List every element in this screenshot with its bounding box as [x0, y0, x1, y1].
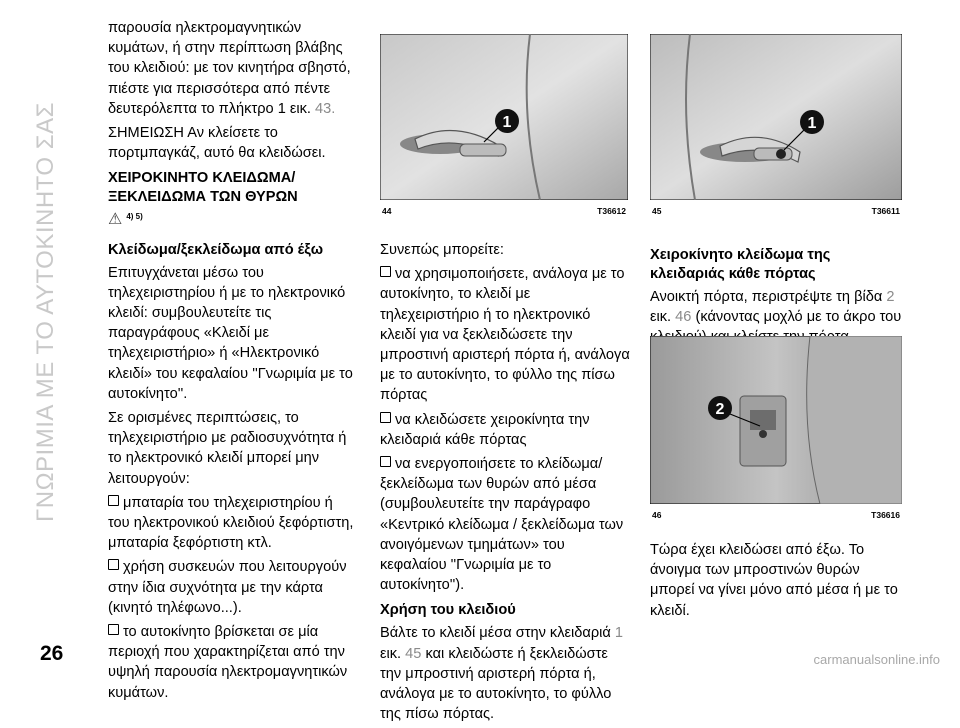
figure-number: 44 — [382, 206, 392, 216]
subsection-heading: Χρήση του κλειδιού — [380, 602, 516, 619]
callout-ref: 1 — [614, 625, 624, 642]
callout-number: 1 — [502, 114, 512, 131]
column-3-bottom — [650, 540, 902, 625]
callout-ref: 2 — [886, 289, 895, 305]
bullet-item: μπαταρία του τηλεχειριστηρίου ή του ηλεκτρονικού κλειδιού ξεφόρτιστη, μπαταρία ξεφόρτιστη κτλ. — [108, 494, 354, 552]
paragraph: Ανοικτή πόρτα, περιστρέψτε τη βίδα 2 εικ. 46 (κάνοντας μοχλό με το άκρο του — [650, 289, 902, 326]
footer-watermark: carmanualsonline.info — [813, 652, 940, 667]
callout-number: 1 — [807, 115, 817, 132]
paragraph: Βάλτε το κλειδί μέσα στην κλειδαριά 1 εικ. 45 και κλειδώστε ή ξεκλειδώστε την μπροστινή αριστερή πόρτα ή, ανάλογα με το αυτοκίνητο, το φύλλο της πίσω πόρτας. — [380, 625, 624, 723]
column-2 — [380, 240, 630, 728]
subsection-heading: Κλείδωμα/ξεκλείδωμα από έξω — [108, 241, 324, 258]
note-paragraph: ΣΗΜΕΙΩΣΗ Αν κλείσετε το πορτμπαγκάζ, αυτό θα κλειδώσει. — [108, 125, 326, 162]
checkbox-bullet-icon — [108, 624, 119, 635]
intro-paragraph: παρουσία ηλεκτρομαγνητικών κυμάτων, ή στην περίπτωση βλάβης του κλειδιού: με τον κινητήρα σβηστό, πιέστε για περισσότερα από πέντε δευτερόλεπτα το πλήκτρο 1 εικ. 43. — [108, 20, 351, 117]
chapter-side-title — [22, 12, 70, 612]
figure-code: T36611 — [871, 206, 900, 216]
figure-caption — [650, 510, 902, 520]
figure-46 — [650, 336, 902, 520]
paragraph: Σε ορισμένες περιπτώσεις, το τηλεχειριστήριο με ραδιοσυχνότητα ή το ηλεκτρονικό κλειδί μπορεί μην λειτουργούν: — [108, 410, 347, 487]
paragraph: Τώρα έχει κλειδώσει από έξω. Το άνοιγμα των μπροστινών θυρών μπορεί να γίνει μόνο από μέσα ή με το κλειδί. — [650, 542, 898, 619]
checkbox-bullet-icon — [380, 412, 391, 423]
figure-ref: 45 — [405, 645, 422, 662]
bullet-item: να ενεργοποιήσετε το κλείδωμα/ξεκλείδωμα των θυρών από μέσα (συμβουλευτείτε την παράγραφο «Κεντρικό κλείδωμα / ξεκλείδωμα των ανοιγόμενων τμημάτων» του κεφαλαίου ''Γνωριμία με το αυτοκίνητο''). — [380, 456, 624, 594]
warning-triangle-icon: ⚠ — [108, 211, 123, 229]
figure-caption — [380, 206, 628, 216]
door-handle-photo — [380, 34, 628, 200]
figure-number: 45 — [652, 206, 662, 216]
door-lock-screw-photo — [650, 336, 902, 504]
figure-number: 46 — [652, 510, 662, 520]
checkbox-bullet-icon — [380, 266, 391, 277]
column-1 — [108, 18, 356, 707]
callout-number: 2 — [715, 401, 725, 418]
checkbox-bullet-icon — [108, 559, 119, 570]
page-number: 26 — [40, 642, 64, 665]
checkbox-bullet-icon — [108, 495, 119, 506]
figure-45 — [650, 34, 902, 216]
section-heading: ΧΕΙΡΟΚΙΝΗΤΟ ΚΛΕΙΔΩΜΑ/ ΞΕΚΛΕΙΔΩΜΑ ΤΩΝ ΘΥΡΩΝ — [108, 170, 298, 206]
checkbox-bullet-icon — [380, 456, 391, 467]
warning-refs — [108, 210, 356, 230]
bullet-item: να κλειδώσετε χειροκίνητα την κλειδαριά κάθε πόρτας — [380, 411, 590, 448]
paragraph: Επιτυγχάνεται μέσω του τηλεχειριστηρίου ή με το ηλεκτρονικό κλειδί: συμβουλευτείτε τις παραγράφους «Κλειδί με τηλεχειριστήριο» ή «Ηλεκτρονικό κλειδί» του κεφαλαίου ''Γνωριμία με το αυτοκίνητο''. — [108, 264, 353, 402]
subsection-heading: Χειροκίνητο κλείδωμα της κλειδαριάς κάθε πόρτας — [650, 247, 831, 282]
bullet-item: να χρησιμοποιήσετε, ανάλογα με το αυτοκίνητο, το κλειδί με τηλεχειριστήριο ή το ηλεκτρονικό κλειδί για να ξεκλειδώσετε την μπροστινή αριστερή πόρτα ή, ανάλογα με το αυτοκίνητο, το φύλλο της πίσω πόρτας — [380, 266, 630, 404]
figure-44 — [380, 34, 628, 216]
figure-ref: 46 — [675, 309, 692, 326]
figure-code: T36612 — [597, 206, 626, 216]
bullet-item: το αυτοκίνητο βρίσκεται σε μία περιοχή που χαρακτηρίζεται από την υψηλή παρουσία ηλεκτρομαγνητικών κυμάτων. — [108, 624, 348, 701]
figure-caption — [650, 206, 902, 216]
column-3 — [650, 240, 902, 352]
bullet-item: χρήση συσκευών που λειτουργούν στην ίδια συχνότητα με την κάρτα (κινητό τηλέφωνο...). — [108, 559, 347, 616]
figure-ref: 43. — [315, 100, 336, 117]
door-handle-keyhole-photo — [650, 34, 902, 200]
figure-code: T36616 — [871, 510, 900, 520]
paragraph: Συνεπώς μπορείτε: — [380, 242, 504, 258]
chapter-side-title-text: ΓΝΩΡΙΜΙΑ ΜΕ ΤΟ ΑΥΤΟΚΙΝΗΤΟ ΣΑΣ — [32, 102, 59, 522]
warning-ref-numbers: 4) 5) — [126, 212, 143, 222]
